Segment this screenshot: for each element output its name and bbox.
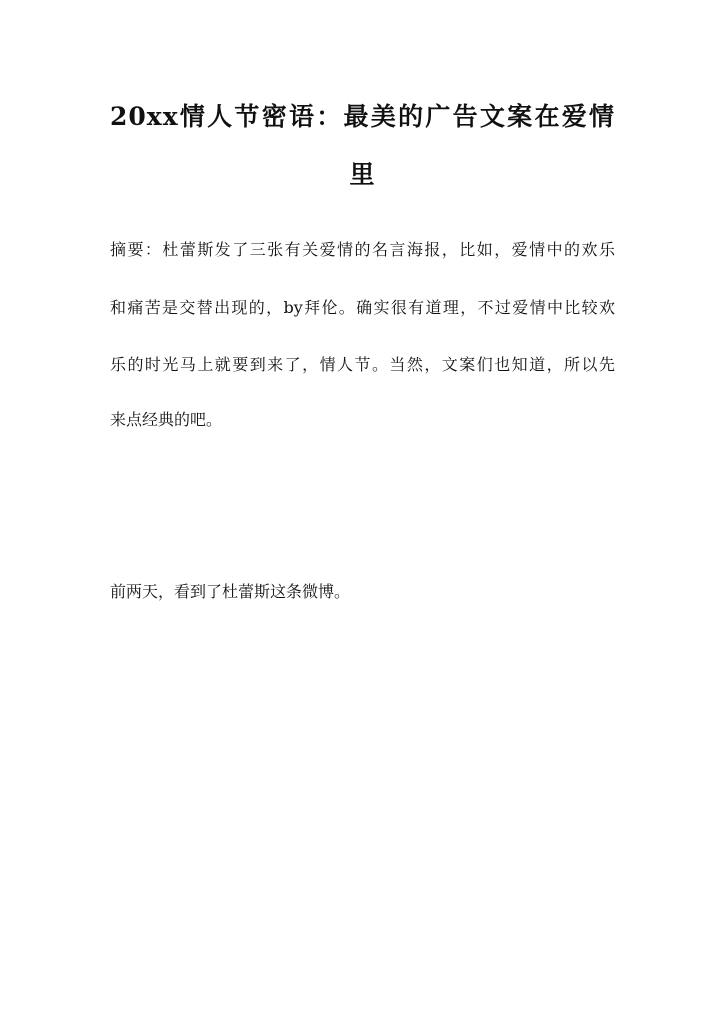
paragraph-1: 前两天，看到了杜蕾斯这条微博。 bbox=[110, 582, 351, 601]
document-title-line-2: 里 bbox=[349, 160, 376, 189]
abstract-line-1: 摘要：杜蕾斯发了三张有关爱情的名言海报，比如，爱情中的欢乐 bbox=[110, 240, 615, 259]
abstract-line-4: 来点经典的吧。 bbox=[110, 410, 223, 429]
abstract-line-2: 和痛苦是交替出现的，by拜伦。确实很有道理，不过爱情中比较欢 bbox=[110, 298, 615, 317]
abstract-line-3: 乐的时光马上就要到来了，情人节。当然，文案们也知道，所以先 bbox=[110, 355, 615, 374]
document-title-line-1: 20xx情人节密语：最美的广告文案在爱情 bbox=[110, 102, 615, 131]
